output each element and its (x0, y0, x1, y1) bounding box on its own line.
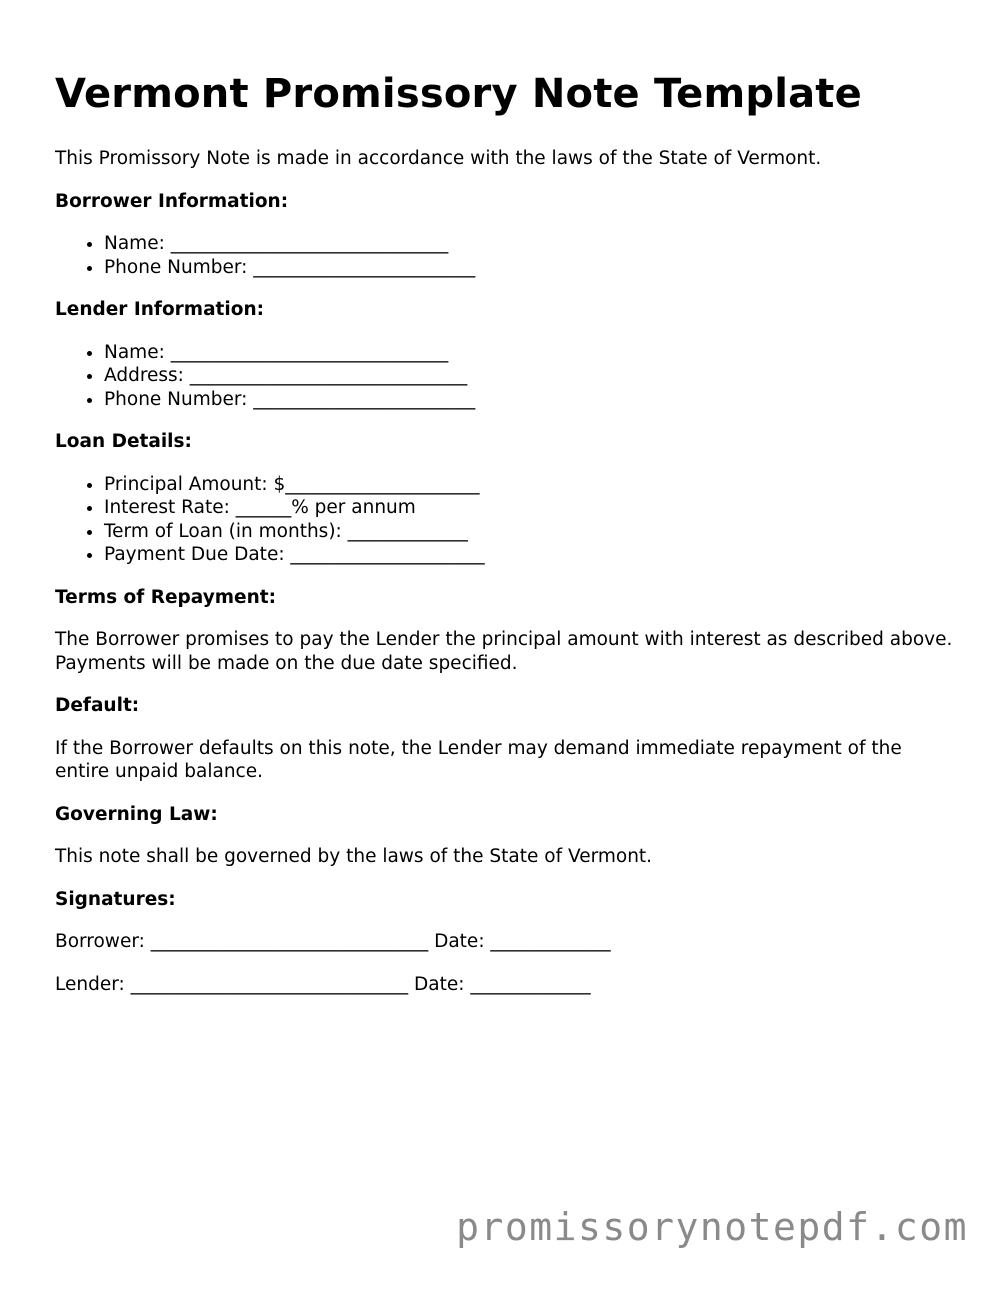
repayment-text: The Borrower promises to pay the Lender the principal amount with interest as described above. Payments will be made on the due date specified. (55, 629, 953, 674)
borrower-list (55, 232, 955, 279)
lender-name-field: • Name: ______________________________ (104, 341, 955, 365)
signatures-heading: Signatures: (55, 888, 176, 910)
repayment-heading: Terms of Repayment: (55, 586, 277, 608)
document-title: Vermont Promissory Note Template (55, 71, 862, 117)
borrower-signature-line: Borrower: ______________________________ Date: _____________ (55, 931, 611, 952)
borrower-phone-field: • Phone Number: ________________________ (104, 256, 955, 280)
lender-signature-line: Lender: ______________________________ Date: _____________ (55, 973, 591, 995)
loan-details-heading: Loan Details: (55, 431, 192, 452)
borrower-heading: Borrower Information: (55, 190, 289, 212)
payment-due-date-field: • Payment Due Date: _____________________ (104, 543, 955, 567)
lender-list (55, 341, 955, 412)
lender-phone-field: • Phone Number: ________________________ (104, 388, 955, 412)
governing-law-heading: Governing Law: (55, 803, 218, 825)
loan-details-list (55, 473, 955, 567)
borrower-name-field: • Name: ______________________________ (104, 232, 955, 256)
interest-rate-field: • Interest Rate: ______% per annum (104, 496, 955, 520)
default-heading: Default: (55, 695, 140, 716)
watermark: promissorynotepdf.com (456, 1205, 968, 1249)
document-page (55, 68, 955, 1015)
governing-law-text: This note shall be governed by the laws of the State of Vermont. (55, 846, 653, 867)
lender-heading: Lender Information: (55, 299, 265, 320)
principal-amount-field: • Principal Amount: $_____________________ (104, 473, 955, 497)
intro-text: This Promissory Note is made in accordance with the laws of the State of Vermont. (55, 148, 822, 169)
loan-term-field: • Term of Loan (in months): _____________ (104, 520, 955, 544)
lender-address-field: • Address: ______________________________ (104, 364, 955, 388)
default-text: If the Borrower defaults on this note, the Lender may demand immediate repayment of the entire unpaid balance. (55, 737, 902, 782)
